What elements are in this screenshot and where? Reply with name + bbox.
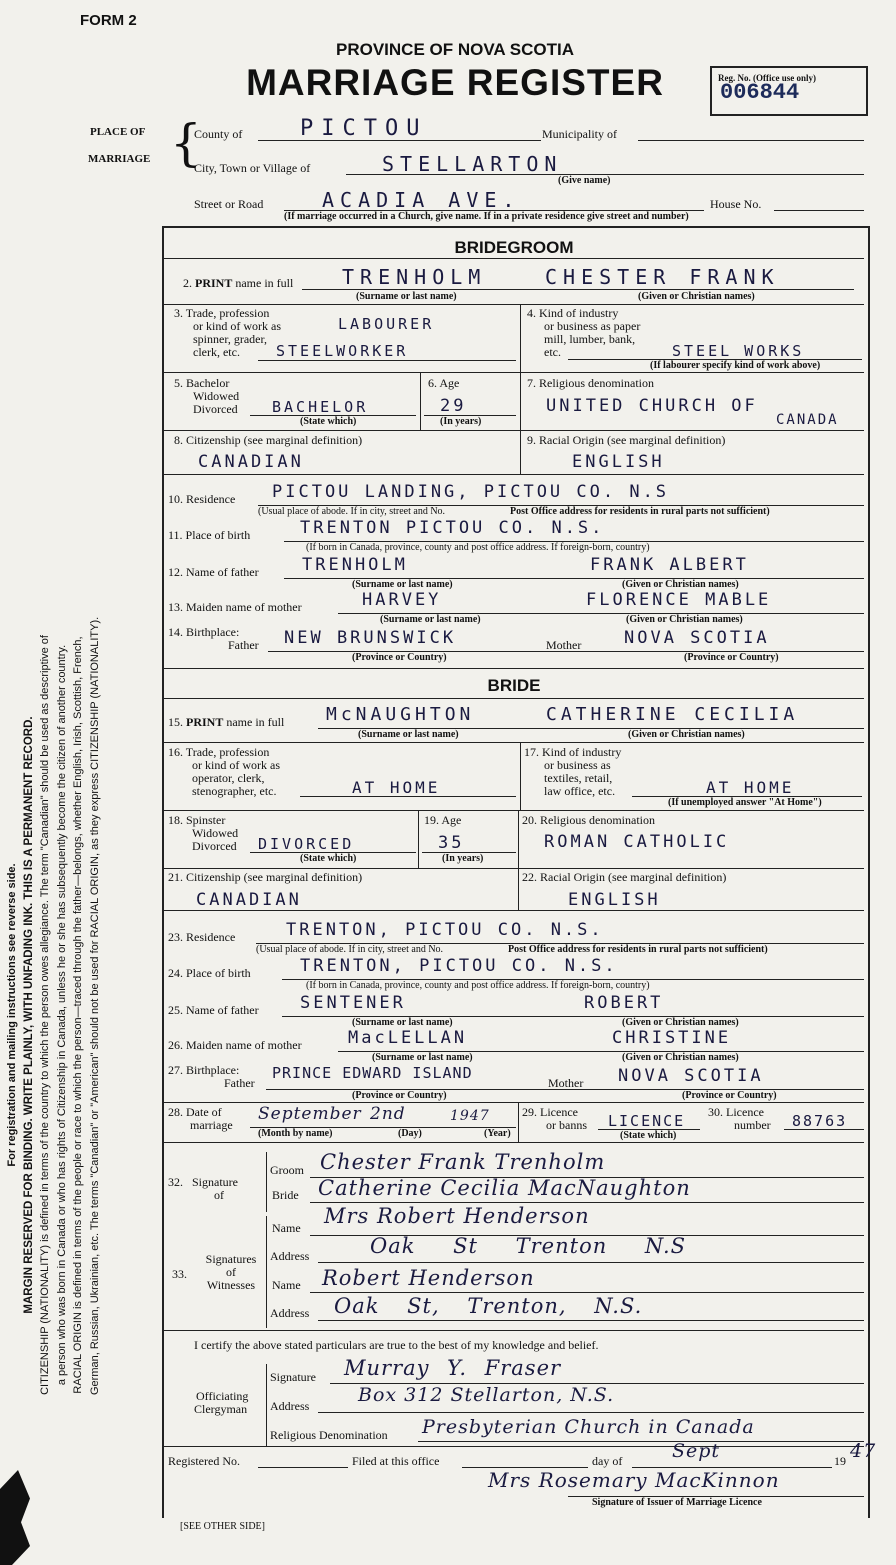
- give-name-caption: (Give name): [558, 175, 611, 186]
- date-label-1: 28. Date of: [168, 1105, 222, 1119]
- bride-age-label: 19. Age: [424, 813, 462, 827]
- denomination-value: Presbyterian Church in Canada: [422, 1416, 755, 1438]
- groom-birthplace-caption: (If born in Canada, province, county and post office address. If foreign-born, country): [306, 542, 650, 553]
- witness-label: [196, 1253, 266, 1292]
- bride-sig-line: [310, 1202, 864, 1203]
- rule-s2: [164, 1446, 864, 1447]
- bride-industry-label: [524, 746, 621, 798]
- date-divider: [518, 1102, 519, 1142]
- groom-industry-label-1: 4. Kind of industry: [527, 306, 619, 320]
- w2-name: Robert Henderson: [322, 1266, 535, 1290]
- groom-name-rest: name in full: [235, 276, 294, 290]
- groom-given-caption: (Given or Christian names): [638, 291, 755, 302]
- rule-m1: [164, 1142, 864, 1143]
- clergy-label-1: Officiating: [196, 1389, 249, 1403]
- groom-racial-label: 9. Racial Origin (see marginal definition): [527, 433, 726, 447]
- rule-b0: [164, 698, 864, 699]
- bride-mother-given: CHRISTINE: [612, 1028, 732, 1048]
- groom-citizenship-label: 8. Citizenship (see marginal definition): [174, 433, 363, 447]
- bride-trade-label-1: 16. Trade, profession: [168, 745, 270, 759]
- groom-age-caption: (In years): [440, 416, 482, 427]
- rule-b3: [164, 868, 864, 869]
- groom-col-divider-1: [520, 304, 521, 372]
- city-label: City, Town or Village of: [194, 161, 311, 175]
- groom-status-value: BACHELOR: [272, 398, 369, 416]
- see-other-side: [SEE OTHER SIDE]: [180, 1521, 265, 1532]
- day-of-label: day of: [592, 1454, 623, 1468]
- w2-address-label: Address: [270, 1306, 310, 1320]
- groom-mother-surname: HARVEY: [362, 590, 442, 610]
- groom-industry-value: STEEL WORKS: [672, 342, 805, 360]
- bride-status-label-3: Divorced: [192, 839, 237, 853]
- clergy-address: Box 312 Stellarton, N.S.: [358, 1384, 615, 1406]
- bride-mother-word: Mother: [548, 1076, 584, 1090]
- bride-col-divider-1: [520, 742, 521, 810]
- groom-status-label-2: Widowed: [193, 389, 240, 403]
- bride-father-bp: PRINCE EDWARD ISLAND: [272, 1064, 473, 1082]
- house-label: House No.: [710, 197, 762, 211]
- groom-birthplace-label: 11. Place of birth: [168, 528, 251, 542]
- groom-residence-caption-a: (Usual place of abode. If in city, street and No.: [258, 506, 446, 517]
- rule-g4: [164, 474, 864, 475]
- province-heading: PROVINCE OF NOVA SCOTIA: [335, 40, 575, 59]
- bride-mother-bp-caption: (Province or Country): [682, 1090, 777, 1101]
- reg-no-value: 006844: [720, 80, 800, 105]
- groom-name-line: [302, 289, 854, 290]
- bride-industry-label-4: law office, etc.: [544, 784, 616, 798]
- groom-trade-label-1: 3. Trade, profession: [174, 306, 270, 320]
- date-label-2: marriage: [190, 1118, 233, 1132]
- rule-b2: [164, 810, 864, 811]
- street-caption: (If marriage occurred in a Church, give name. If in a private residence give street and number): [284, 211, 689, 222]
- page-title: MARRIAGE REGISTER: [246, 62, 664, 103]
- licence-number-label-1: 30. Licence: [708, 1105, 764, 1119]
- groom-industry-label: [527, 307, 640, 359]
- groom-status-label-3: Divorced: [193, 402, 238, 416]
- groom-residence-caption-b: Post Office address for residents in rural parts not sufficient): [510, 506, 770, 517]
- county-value: PICTOU: [300, 116, 428, 141]
- licence-number-value: 88763: [792, 1112, 848, 1130]
- bride-birthplace-label: 24. Place of birth: [168, 966, 251, 980]
- bride-residence-label: 23. Residence: [168, 930, 236, 944]
- groom-age-label: 6. Age: [428, 376, 460, 390]
- margin-line-4: a person who was born in Canada or who has rights of Citizenship in Canada, unless he or she has subsequently become the citizen of another country.: [55, 644, 68, 1386]
- groom-religion-value-2: CANADA: [776, 412, 839, 428]
- municipality-label: Municipality of: [542, 127, 617, 141]
- witness-bracket: [266, 1216, 267, 1328]
- groom-mother-given: FLORENCE MABLE: [586, 590, 772, 610]
- denomination-line: [418, 1441, 864, 1442]
- w2-address-line: [318, 1320, 864, 1321]
- bride-trade-line: [300, 796, 516, 797]
- groom-father-bp-caption: (Province or Country): [352, 652, 447, 663]
- bride-religion-label: 20. Religious denomination: [522, 813, 655, 827]
- bride-status-value: DIVORCED: [258, 835, 355, 853]
- bride-father-given: ROBERT: [584, 993, 664, 1013]
- groom-birthplace-value: TRENTON PICTOU CO. N.S.: [300, 518, 605, 538]
- groom-status-label: [174, 377, 239, 416]
- bridegroom-heading: BRIDEGROOM: [454, 238, 574, 257]
- bride-citizenship-value: CANADIAN: [196, 890, 302, 910]
- w1-address-label: Address: [270, 1249, 310, 1263]
- bride-industry-label-3: textiles, retail,: [544, 771, 613, 785]
- county-label: County of: [194, 127, 243, 141]
- bride-birthplace-caption: (If born in Canada, province, county and post office address. If foreign-born, country): [306, 980, 650, 991]
- margin-line-5: RACIAL ORIGIN is defined in terms of the people or race to which the person—traced through the father—belongs, whether English, Irish, Scottish, French,: [72, 636, 84, 1394]
- licence-label-2: or banns: [546, 1118, 587, 1132]
- bride-religion-value: ROMAN CATHOLIC: [544, 832, 730, 852]
- groom-name-print: PRINT: [195, 276, 233, 290]
- place-label-1: PLACE OF: [90, 126, 146, 138]
- bride-citizenship-label: 21. Citizenship (see marginal definition): [168, 870, 363, 884]
- date-month-caption: (Month by name): [258, 1128, 333, 1139]
- clergy-sig-label: Signature: [270, 1370, 316, 1384]
- groom-trade-value-1: LABOURER: [338, 315, 435, 333]
- marriage-month: September: [258, 1104, 362, 1124]
- groom-religion-value-1: UNITED CHURCH OF: [546, 396, 758, 416]
- filed-label: Filed at this office: [352, 1454, 440, 1468]
- bride-industry-caption: (If unemployed answer "At Home"): [668, 797, 822, 808]
- licence-number-line: [784, 1129, 864, 1130]
- licence-value: LICENCE: [608, 1112, 686, 1130]
- groom-citizenship-value: CANADIAN: [198, 452, 304, 472]
- signature-label-2: of: [214, 1188, 224, 1202]
- licence-caption: (State which): [620, 1130, 677, 1141]
- bride-surname-caption: (Surname or last name): [358, 729, 459, 740]
- groom-father-given-caption: (Given or Christian names): [622, 579, 739, 590]
- bride-heading: BRIDE: [487, 676, 541, 695]
- w2-name-label: Name: [272, 1278, 301, 1292]
- marriage-year: 1947: [450, 1108, 490, 1124]
- bride-trade-label: [168, 746, 280, 798]
- bride-name-print: PRINT: [186, 715, 224, 729]
- groom-father-surname: TRENHOLM: [302, 555, 408, 575]
- bride-industry-value: AT HOME: [706, 778, 795, 797]
- bride-father-surname-caption: (Surname or last name): [352, 1017, 453, 1028]
- groom-father-bp: NEW BRUNSWICK: [284, 628, 457, 648]
- groom-age-divider: [420, 372, 421, 430]
- groom-trade-label-3: spinner, grader,: [193, 332, 268, 346]
- bride-status-caption: (State which): [300, 853, 357, 864]
- rule-s1: [164, 1330, 864, 1331]
- rule-g0: [164, 258, 864, 259]
- bride-father-label: 25. Name of father: [168, 1003, 259, 1017]
- rule-g5: [164, 668, 864, 669]
- groom-mother-label: 13. Maiden name of mother: [168, 600, 302, 614]
- bride-father-bp-caption: (Province or Country): [352, 1090, 447, 1101]
- bride-trade-label-4: stenographer, etc.: [192, 784, 277, 798]
- bride-residence-caption-b: Post Office address for residents in rural parts not sufficient): [508, 944, 768, 955]
- witness-label-1: Signatures: [205, 1252, 257, 1266]
- groom-father-given: FRANK ALBERT: [590, 555, 749, 575]
- rule-g3b: [520, 430, 864, 431]
- bride-status-label-1: 18. Spinster: [168, 813, 226, 827]
- clergy-label-2: Clergyman: [194, 1402, 248, 1416]
- groom-given: CHESTER FRANK: [545, 265, 780, 289]
- place-label-2: MARRIAGE: [88, 153, 151, 165]
- bride-residence-caption-a: (Usual place of abode. If in city, street and No.: [256, 944, 444, 955]
- bride-trade-label-2: or kind of work as: [192, 758, 280, 772]
- margin-line-1: For registration and mailing instructions see reverse side.: [6, 863, 18, 1167]
- groom-trade-label-2: or kind of work as: [193, 319, 281, 333]
- filed-year-prefix: 19: [834, 1454, 846, 1468]
- groom-col-divider-2: [520, 372, 521, 474]
- filed-month: Sept: [672, 1440, 721, 1462]
- bride-name-num: 15.: [168, 715, 183, 729]
- groom-surname: TRENHOLM: [342, 265, 487, 289]
- house-line: [774, 210, 864, 211]
- groom-trade-label: [174, 307, 281, 359]
- groom-father-label: 12. Name of father: [168, 565, 259, 579]
- registered-label: Registered No.: [168, 1454, 240, 1468]
- denomination-label: Religious Denomination: [270, 1428, 388, 1442]
- bride-industry-label-1: 17. Kind of industry: [524, 745, 622, 759]
- reg-no-box: [710, 66, 868, 116]
- bride-father-surname: SENTENER: [300, 993, 406, 1013]
- groom-parents-bp-label-2: Father: [228, 638, 259, 652]
- groom-mother-given-caption: (Given or Christian names): [626, 614, 743, 625]
- bride-name-label: [168, 716, 284, 729]
- sig-bracket-1: [266, 1152, 267, 1212]
- bride-status-label: [168, 814, 238, 853]
- groom-name-label: [183, 277, 293, 290]
- margin-line-3: CITIZENSHIP (NATIONALITY) is defined in terms of the country to which the person owes allegiance. The term "Canadian" should be used as descriptive of: [39, 635, 51, 1395]
- rule-b4: [164, 910, 864, 911]
- clergy-signature: Murray Y. Fraser: [344, 1356, 562, 1380]
- issuer-caption: Signature of Issuer of Marriage Licence: [592, 1497, 762, 1508]
- bride-trade-label-3: operator, clerk,: [192, 771, 265, 785]
- groom-signature: Chester Frank Trenholm: [320, 1150, 606, 1174]
- licence-number-label-2: number: [734, 1118, 771, 1132]
- street-label: Street or Road: [194, 197, 264, 211]
- bride-mother-surname-caption: (Surname or last name): [372, 1052, 473, 1063]
- date-day-caption: (Day): [398, 1128, 422, 1139]
- bride-given: CATHERINE CECILIA: [546, 704, 799, 725]
- issuer-signature: Mrs Rosemary MacKinnon: [488, 1468, 780, 1492]
- signature-label-1: Signature: [192, 1175, 238, 1189]
- bride-birthplace-value: TRENTON, PICTOU CO. N.S.: [300, 956, 618, 976]
- rule-g1: [164, 304, 864, 305]
- licence-label-1: 29. Licence: [522, 1105, 578, 1119]
- groom-surname-caption: (Surname or last name): [356, 291, 457, 302]
- groom-religion-label: 7. Religious denomination: [527, 376, 654, 390]
- groom-industry-label-2: or business as paper: [544, 319, 641, 333]
- groom-trade-label-4: clerk, etc.: [193, 345, 240, 359]
- groom-age-value: 29: [440, 396, 467, 416]
- groom-father-surname-caption: (Surname or last name): [352, 579, 453, 590]
- bride-given-caption: (Given or Christian names): [628, 729, 745, 740]
- bride-age-caption: (In years): [442, 853, 484, 864]
- groom-trade-value-2: STEELWORKER: [276, 342, 409, 360]
- bride-col-divider-2: [518, 810, 519, 910]
- date-year-caption: (Year): [484, 1128, 511, 1139]
- rule-g3: [164, 430, 522, 431]
- filed-year: 47: [850, 1440, 877, 1462]
- groom-mother-word: Mother: [546, 638, 582, 652]
- rule-b1: [164, 742, 864, 743]
- bride-parents-bp-label-1: 27. Birthplace:: [168, 1063, 240, 1077]
- w1-name: Mrs Robert Henderson: [324, 1204, 590, 1228]
- w1-address: Oak St Trenton N.S: [370, 1234, 687, 1258]
- groom-racial-value: ENGLISH: [572, 452, 665, 472]
- groom-status-caption: (State which): [300, 416, 357, 427]
- signature-num: 32.: [168, 1175, 183, 1189]
- clergy-bracket: [266, 1364, 267, 1446]
- bride-status-label-2: Widowed: [192, 826, 239, 840]
- binding-mark: [0, 1470, 30, 1565]
- groom-trade-line: [258, 360, 516, 361]
- bride-father-given-caption: (Given or Christian names): [622, 1017, 739, 1028]
- groom-sig-label: Groom: [270, 1163, 304, 1177]
- groom-status-label-1: 5. Bachelor: [174, 376, 230, 390]
- rule-b5: [164, 1102, 864, 1103]
- bride-racial-value: ENGLISH: [568, 890, 661, 910]
- w2-address: Oak St, Trenton, N.S.: [334, 1294, 643, 1318]
- groom-industry-label-3: mill, lumber, bank,: [544, 332, 636, 346]
- witness-label-3: Witnesses: [206, 1278, 256, 1292]
- place-brace: {: [170, 114, 202, 172]
- bride-mother-surname: MacLELLAN: [348, 1028, 468, 1048]
- groom-mother-surname-caption: (Surname or last name): [380, 614, 481, 625]
- bride-age-value: 35: [438, 833, 465, 853]
- municipality-line: [638, 140, 864, 141]
- groom-name-num: 2.: [183, 276, 192, 290]
- bride-parents-bp-label-2: Father: [224, 1076, 255, 1090]
- groom-parents-bp-label-1: 14. Birthplace:: [168, 625, 240, 639]
- bride-mother-bp: NOVA SCOTIA: [618, 1066, 764, 1086]
- margin-line-2: MARGIN RESERVED FOR BINDING. WRITE PLAINLY, WITH UNFADING INK. THIS IS A PERMANENT RECORD.: [22, 716, 35, 1314]
- bride-sig-label: Bride: [272, 1188, 299, 1202]
- registered-line: [258, 1467, 348, 1468]
- bride-industry-label-2: or business as: [544, 758, 611, 772]
- groom-industry-label-4: etc.: [544, 345, 561, 359]
- groom-residence-label: 10. Residence: [168, 492, 236, 506]
- reg-no-label: Reg. No. (Office use only): [718, 73, 816, 83]
- bride-racial-label: 22. Racial Origin (see marginal definition): [522, 870, 727, 884]
- bride-signature: Catherine Cecilia MacNaughton: [318, 1176, 691, 1200]
- witness-num: 33.: [172, 1267, 187, 1281]
- street-value: ACADIA AVE.: [322, 188, 521, 212]
- margin-instructions: [4, 616, 154, 1395]
- w2-name-line: [310, 1292, 864, 1293]
- bride-trade-value: AT HOME: [352, 778, 441, 797]
- certify-text: I certify the above stated particulars are true to the best of my knowledge and belief.: [194, 1338, 599, 1352]
- w1-name-label: Name: [272, 1221, 301, 1235]
- clergy-address-label: Address: [270, 1399, 310, 1413]
- groom-industry-caption: (If labourer specify kind of work above): [650, 360, 821, 371]
- witness-label-2: of: [226, 1265, 236, 1279]
- bride-surname: McNAUGHTON: [326, 704, 475, 725]
- groom-residence-value: PICTOU LANDING, PICTOU CO. N.S: [272, 482, 670, 502]
- rule-g2: [164, 372, 864, 373]
- marriage-day: 2nd: [370, 1104, 406, 1124]
- bride-mother-label: 26. Maiden name of mother: [168, 1038, 302, 1052]
- form-number: FORM 2: [80, 12, 137, 29]
- groom-mother-bp-caption: (Province or Country): [684, 652, 779, 663]
- bride-residence-value: TRENTON, PICTOU CO. N.S.: [286, 920, 604, 940]
- county-line: [258, 140, 541, 141]
- margin-line-6: German, Russian, Ukrainian, etc. The terms "Canadian" or "American" should not be used for RACIAL ORIGIN, as they express CITIZENSHIP (NATIONALITY).: [88, 616, 101, 1395]
- groom-mother-bp: NOVA SCOTIA: [624, 628, 770, 648]
- bride-name-rest: name in full: [226, 715, 285, 729]
- bride-mother-given-caption: (Given or Christian names): [622, 1052, 739, 1063]
- bride-age-divider: [418, 810, 419, 868]
- clergy-address-line: [318, 1412, 864, 1413]
- city-value: STELLARTON: [382, 152, 563, 176]
- w1-address-line: [318, 1262, 864, 1263]
